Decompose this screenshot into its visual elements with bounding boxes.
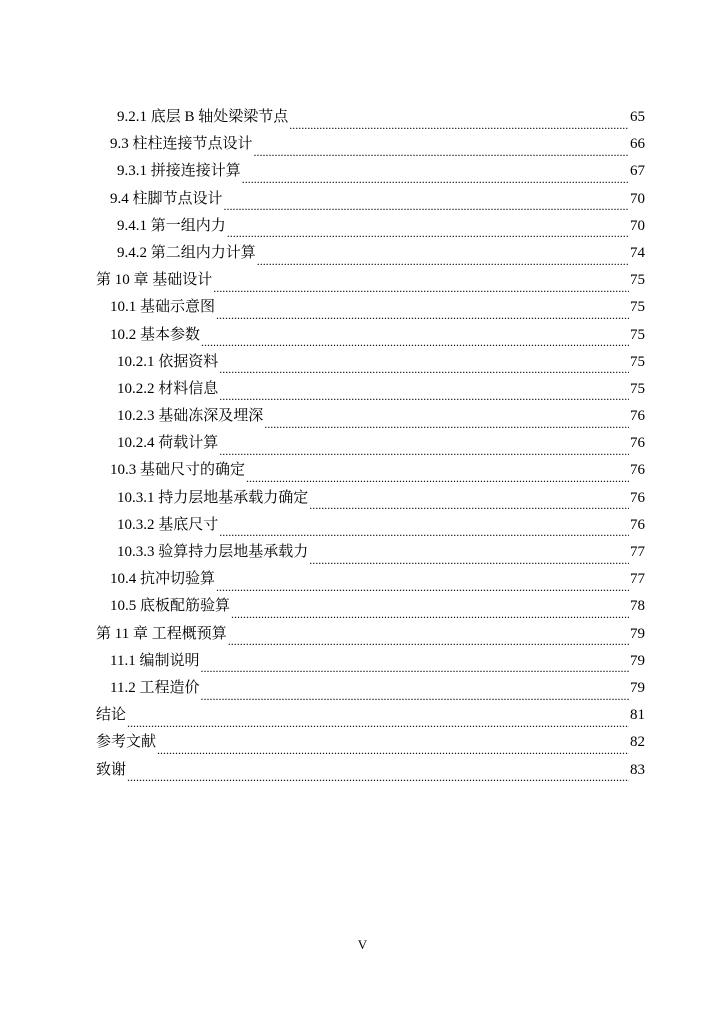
toc-entry-title: 10.4 抗冲切验算 <box>110 571 216 588</box>
toc-entry-page-number: 76 <box>630 489 645 506</box>
toc-entry[interactable] <box>96 729 645 756</box>
toc-entry[interactable] <box>96 675 645 702</box>
toc-entry-page-number: 82 <box>630 734 645 751</box>
toc-entry-page-number: 66 <box>630 136 645 153</box>
toc-dot-leader <box>213 274 629 294</box>
toc-entry[interactable] <box>96 457 645 484</box>
toc-entry[interactable] <box>96 512 645 539</box>
toc-entry[interactable] <box>96 186 645 213</box>
toc-entry-title: 10.2.4 荷载计算 <box>117 435 219 452</box>
toc-entry[interactable] <box>96 131 645 158</box>
toc-entry-page-number: 76 <box>630 516 645 533</box>
toc-entry-page-number: 79 <box>630 625 645 642</box>
toc-dot-leader <box>127 763 629 783</box>
toc-entry-title: 10.2.2 材料信息 <box>117 380 219 397</box>
toc-dot-leader <box>264 410 629 430</box>
page-number: V <box>357 937 368 952</box>
toc-entry-page-number: 75 <box>630 326 645 343</box>
toc-entry-page-number: 83 <box>630 761 645 778</box>
toc-entry[interactable] <box>96 757 645 784</box>
toc-entry[interactable] <box>96 621 645 648</box>
toc-entry-title: 10.2.3 基础冻深及埋深 <box>117 408 264 425</box>
toc-entry-page-number: 65 <box>630 109 645 125</box>
toc-dot-leader <box>157 736 629 756</box>
toc-entry-page-number: 70 <box>630 190 645 207</box>
toc-dot-leader <box>228 627 629 647</box>
toc-entry-title: 10.1 基础示意图 <box>110 299 216 316</box>
table-of-contents <box>96 104 645 784</box>
toc-dot-leader <box>219 518 629 538</box>
toc-entry-page-number: 77 <box>630 571 645 588</box>
toc-dot-leader <box>200 682 629 702</box>
toc-dot-leader <box>246 464 629 484</box>
toc-dot-leader <box>257 247 629 267</box>
toc-entry[interactable] <box>96 566 645 593</box>
toc-entry-title: 致谢 <box>96 761 127 778</box>
toc-entry-title: 10.5 底板配筋验算 <box>110 598 231 615</box>
toc-dot-leader <box>216 573 629 593</box>
toc-entry[interactable] <box>96 267 645 294</box>
toc-entry-page-number: 79 <box>630 652 645 669</box>
toc-entry-title: 9.2.1 底层 B 轴处梁梁节点 <box>117 109 289 125</box>
toc-entry-title: 10.3 基础尺寸的确定 <box>110 462 246 479</box>
toc-entry[interactable] <box>96 213 645 240</box>
toc-dot-leader <box>127 709 629 729</box>
toc-entry-title: 10.2.1 依据资料 <box>117 353 219 370</box>
toc-entry-title: 9.3 柱柱连接节点设计 <box>110 136 253 153</box>
toc-entry-title: 11.2 工程造价 <box>110 679 200 696</box>
toc-dot-leader <box>219 437 629 457</box>
toc-dot-leader <box>309 491 629 511</box>
toc-dot-leader <box>254 138 629 158</box>
toc-entry[interactable] <box>96 702 645 729</box>
toc-entry-page-number: 75 <box>630 380 645 397</box>
toc-entry-title: 10.3.1 持力层地基承载力确定 <box>117 489 309 506</box>
toc-entry[interactable] <box>96 376 645 403</box>
toc-entry-title: 9.4.1 第一组内力 <box>117 217 226 234</box>
toc-entry-page-number: 70 <box>630 217 645 234</box>
toc-dot-leader <box>201 328 629 348</box>
toc-entry[interactable] <box>96 403 645 430</box>
toc-entry-title: 第 11 章 工程概预算 <box>96 625 227 642</box>
toc-dot-leader <box>219 382 629 402</box>
toc-dot-leader <box>224 192 629 212</box>
toc-entry-page-number: 79 <box>630 679 645 696</box>
toc-entry-title: 9.4 柱脚节点设计 <box>110 190 223 207</box>
toc-dot-leader <box>231 600 629 620</box>
toc-dot-leader <box>242 165 629 185</box>
toc-entry[interactable] <box>96 430 645 457</box>
toc-entry-title: 9.4.2 第二组内力计算 <box>117 244 256 261</box>
toc-entry-title: 结论 <box>96 707 127 724</box>
toc-dot-leader <box>309 546 629 566</box>
toc-entry-title: 9.3.1 拼接连接计算 <box>117 163 241 180</box>
toc-entry[interactable] <box>96 648 645 675</box>
toc-entry-title: 10.3.3 验算持力层地基承载力 <box>117 544 309 560</box>
toc-entry-page-number: 74 <box>630 244 645 261</box>
toc-entry-title: 11.1 编制说明 <box>110 652 200 669</box>
toc-entry[interactable] <box>96 539 645 566</box>
toc-dot-leader <box>216 301 629 321</box>
toc-dot-leader <box>227 219 629 239</box>
toc-entry[interactable] <box>96 485 645 512</box>
toc-entry-page-number: 78 <box>630 598 645 615</box>
toc-entry[interactable] <box>96 593 645 620</box>
toc-entry-page-number: 75 <box>630 353 645 370</box>
toc-dot-leader <box>289 111 629 131</box>
toc-entry[interactable] <box>96 349 645 376</box>
toc-entry[interactable] <box>96 158 645 185</box>
toc-entry-title: 10.2 基本参数 <box>110 326 201 343</box>
toc-entry-page-number: 76 <box>630 435 645 452</box>
toc-dot-leader <box>219 355 629 375</box>
toc-entry[interactable] <box>96 240 645 267</box>
toc-entry-title: 参考文献 <box>96 734 157 751</box>
toc-entry[interactable] <box>96 322 645 349</box>
toc-entry-page-number: 76 <box>630 408 645 425</box>
toc-entry-title: 10.3.2 基底尺寸 <box>117 516 219 533</box>
toc-entry-title: 第 10 章 基础设计 <box>96 272 213 289</box>
toc-dot-leader <box>200 654 629 674</box>
toc-entry[interactable] <box>96 294 645 321</box>
toc-entry-page-number: 67 <box>630 163 645 180</box>
toc-entry-page-number: 76 <box>630 462 645 479</box>
toc-entry-page-number: 81 <box>630 707 645 724</box>
toc-entry[interactable] <box>96 104 645 131</box>
toc-entry-page-number: 77 <box>630 544 645 560</box>
toc-entry-page-number: 75 <box>630 299 645 316</box>
toc-entry-page-number: 75 <box>630 272 645 289</box>
